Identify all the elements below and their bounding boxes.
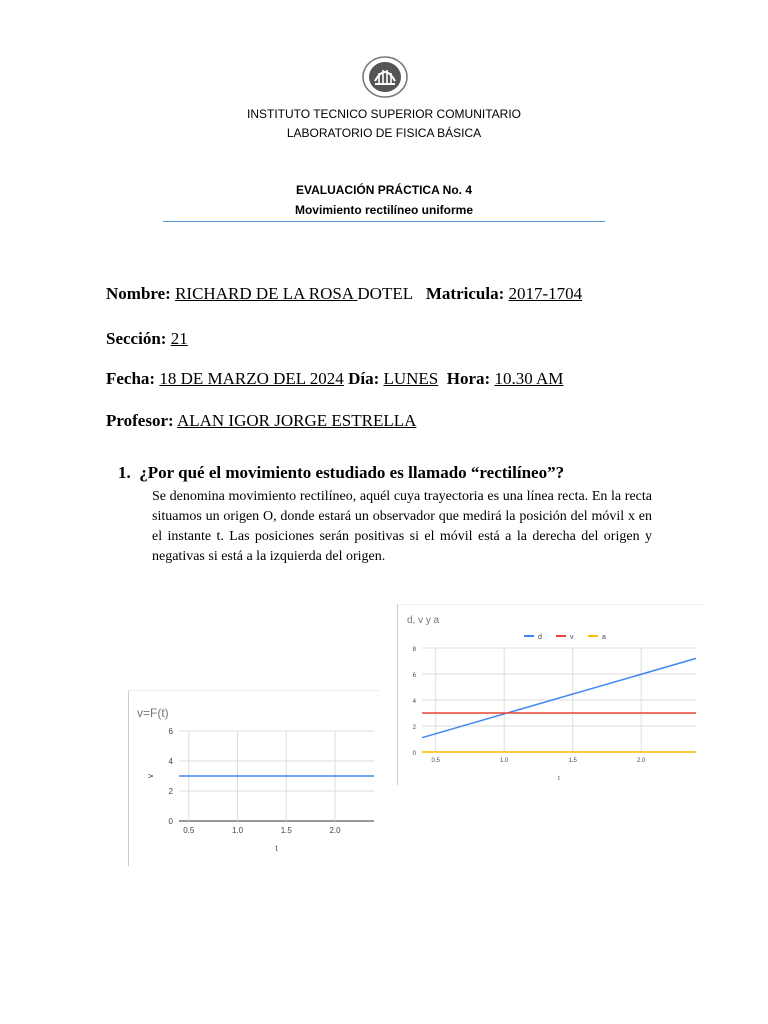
x-tick-label: 1.0 (231, 826, 244, 835)
x-tick-label: 2.0 (329, 826, 341, 835)
nombre-rest: DOTEL (357, 284, 414, 303)
profesor-value: ALAN IGOR JORGE ESTRELLA (176, 411, 417, 430)
chart-title: d, v y a (407, 615, 440, 626)
question-text: ¿Por qué el movimiento estudiado es llamado “rectilíneo”? (139, 463, 565, 482)
x-tick-label: 0.5 (431, 758, 440, 764)
legend-label-a: a (602, 634, 606, 641)
y-tick-label: 0 (168, 817, 173, 826)
x-tick-label: 1.5 (280, 826, 292, 835)
y-tick-label: 0 (412, 751, 416, 757)
x-tick-label: 1.0 (500, 758, 509, 764)
seccion-line (106, 329, 188, 349)
x-tick-label: 0.5 (183, 826, 195, 835)
fecha-label: Fecha: (106, 369, 156, 388)
y-axis-label: v (146, 774, 155, 778)
dva-chart-svg (398, 605, 705, 785)
y-tick-label: 2 (412, 725, 416, 731)
nombre-line (106, 284, 582, 304)
fecha-line (106, 369, 563, 389)
profesor-line (106, 411, 416, 431)
matricula-label: Matricula: (425, 284, 505, 303)
nombre-value: RICHARD DE LA ROSA (175, 284, 358, 303)
velocity-chart-svg (129, 691, 379, 866)
legend-label-v: v (570, 634, 574, 641)
y-tick-label: 2 (168, 787, 173, 796)
x-tick-label: 1.5 (568, 758, 577, 764)
y-tick-label: 6 (412, 673, 416, 679)
hora-value: 10.30 AM (494, 369, 564, 388)
seccion-label: Sección: (106, 329, 167, 348)
institution-logo (361, 55, 409, 99)
y-tick-label: 4 (168, 757, 173, 766)
question-answer: Se denomina movimiento rectilíneo, aquél cuya trayectoria es una línea recta. En la recta situamos un origen O, donde estará un observador que medirá la posición del móvil x en el instante t. Las posiciones serán positivas si el móvil está a la derecha del origen y negativas si está a la izquierda del origen. (152, 489, 652, 564)
dia-label: Día: (348, 369, 380, 388)
chart-title: v=F(t) (137, 706, 169, 720)
x-tick-label: 2.0 (637, 758, 646, 764)
evaluation-topic: Movimiento rectilíneo uniforme (294, 203, 474, 217)
dia-value: LUNES (383, 369, 439, 388)
x-axis-label: t (558, 776, 560, 782)
velocity-chart (128, 690, 379, 866)
x-axis-label: t (275, 844, 278, 853)
matricula-value: 2017-1704 (508, 284, 583, 303)
dva-chart (397, 604, 705, 785)
question-title (118, 463, 564, 483)
lab-name: LABORATORIO DE FISICA BÁSICA (286, 126, 482, 140)
legend-label-d: d (538, 634, 542, 641)
institution-name: INSTITUTO TECNICO SUPERIOR COMUNITARIO (246, 107, 521, 121)
profesor-label: Profesor: (106, 411, 174, 430)
question-number: 1. (118, 463, 131, 482)
hora-label: Hora: (446, 369, 491, 388)
y-tick-label: 4 (412, 699, 416, 705)
evaluation-title: EVALUACIÓN PRÁCTICA No. 4 (295, 183, 472, 197)
y-tick-label: 8 (412, 647, 416, 653)
y-tick-label: 6 (168, 727, 173, 736)
fecha-value: 18 DE MARZO DEL 2024 (159, 369, 344, 388)
seccion-value: 21 (170, 329, 188, 348)
header-divider (163, 221, 605, 222)
nombre-label: Nombre: (106, 284, 171, 303)
